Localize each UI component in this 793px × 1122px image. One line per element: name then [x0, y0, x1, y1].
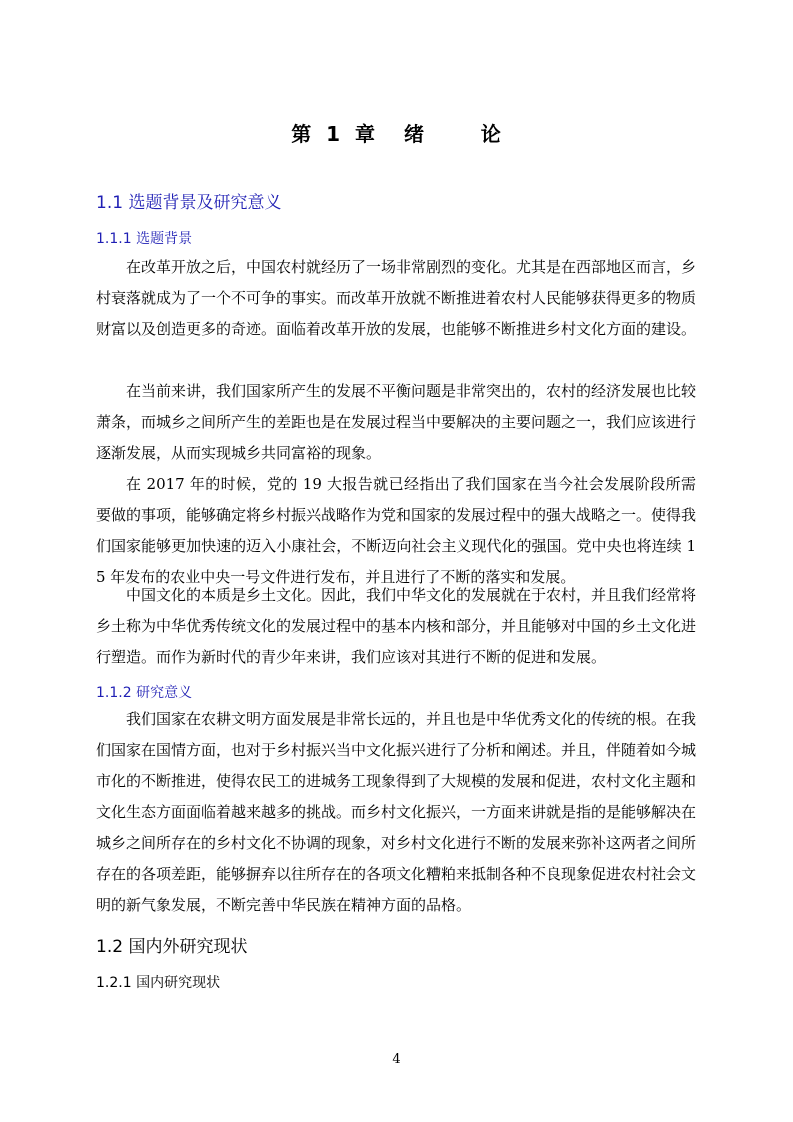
page-number: 4: [392, 1052, 401, 1067]
chapter-title: 第 1 章 绪 论: [291, 122, 502, 146]
paragraph-background-3: 在 2017 年的时候，党的 19 大报告就已经指出了我们国家在当今社会发展阶段所需要做的事项，能够确定将乡村振兴战略作为党和国家的发展过程中的强大战略之一。使得我们国家能够更加快速的迈入小康社会，不断迈向社会主义现代化的强国。党中央也将连续 15 年发布的农业中央一号文件进行发布，并且进行了不断的落实和发展。: [96, 475, 697, 586]
subsection-heading-1-1-1: 1.1.1 选题背景: [96, 231, 193, 247]
paragraph-significance-1: 我们国家在农耕文明方面发展是非常长远的，并且也是中华优秀文化的传统的根。在我们国家在国情方面，也对于乡村振兴当中文化振兴进行了分析和阐述。并且，伴随着如今城市化的不断推进，使得农民工的进城务工现象得到了大规模的发展和促进，农村文化主题和文化生态方面面临着越来越多的挑战。而乡村文化振兴，一方面来讲就是指的是能够解决在城乡之间所存在的乡村文化不协调的现象，对乡村文化进行不断的发展来弥补这两者之间所存在的各项差距，能够摒弃以往所存在的各项文化糟粕来抵制各种不良现象促进农村社会文明的新气象发展，不断完善中华民族在精神方面的品格。: [96, 710, 697, 914]
subsection-heading-1-1-2: 1.1.2 研究意义: [96, 685, 193, 701]
subsection-heading-1-2-1: 1.2.1 国内研究现状: [96, 975, 221, 991]
section-heading-1-1: 1.1 选题背景及研究意义: [96, 193, 282, 213]
paragraph-background-1: 在改革开放之后，中国农村就经历了一场非常剧烈的变化。尤其是在西部地区而言，乡村衰落就成为了一个不可争的事实。而改革开放就不断推进着农村人民能够获得更多的物质财富以及创造更多的奇迹。面临着改革开放的发展，也能够不断推进乡村文化方面的建设。: [96, 258, 697, 338]
paragraph-background-2: 在当前来讲，我们国家所产生的发展不平衡问题是非常突出的，农村的经济发展也比较萧条，而城乡之间所产生的差距也是在发展过程当中要解决的主要问题之一，我们应该进行逐渐发展，从而实现城乡共同富裕的现象。: [96, 382, 697, 462]
paragraph-background-4: 中国文化的本质是乡土文化。因此，我们中华文化的发展就在于农村，并且我们经常将乡土称为中华优秀传统文化的发展过程中的基本内核和部分，并且能够对中国的乡土文化进行塑造。而作为新时代的青少年来讲，我们应该对其进行不断的促进和发展。: [96, 586, 697, 666]
section-heading-1-2: 1.2 国内外研究现状: [96, 937, 248, 957]
